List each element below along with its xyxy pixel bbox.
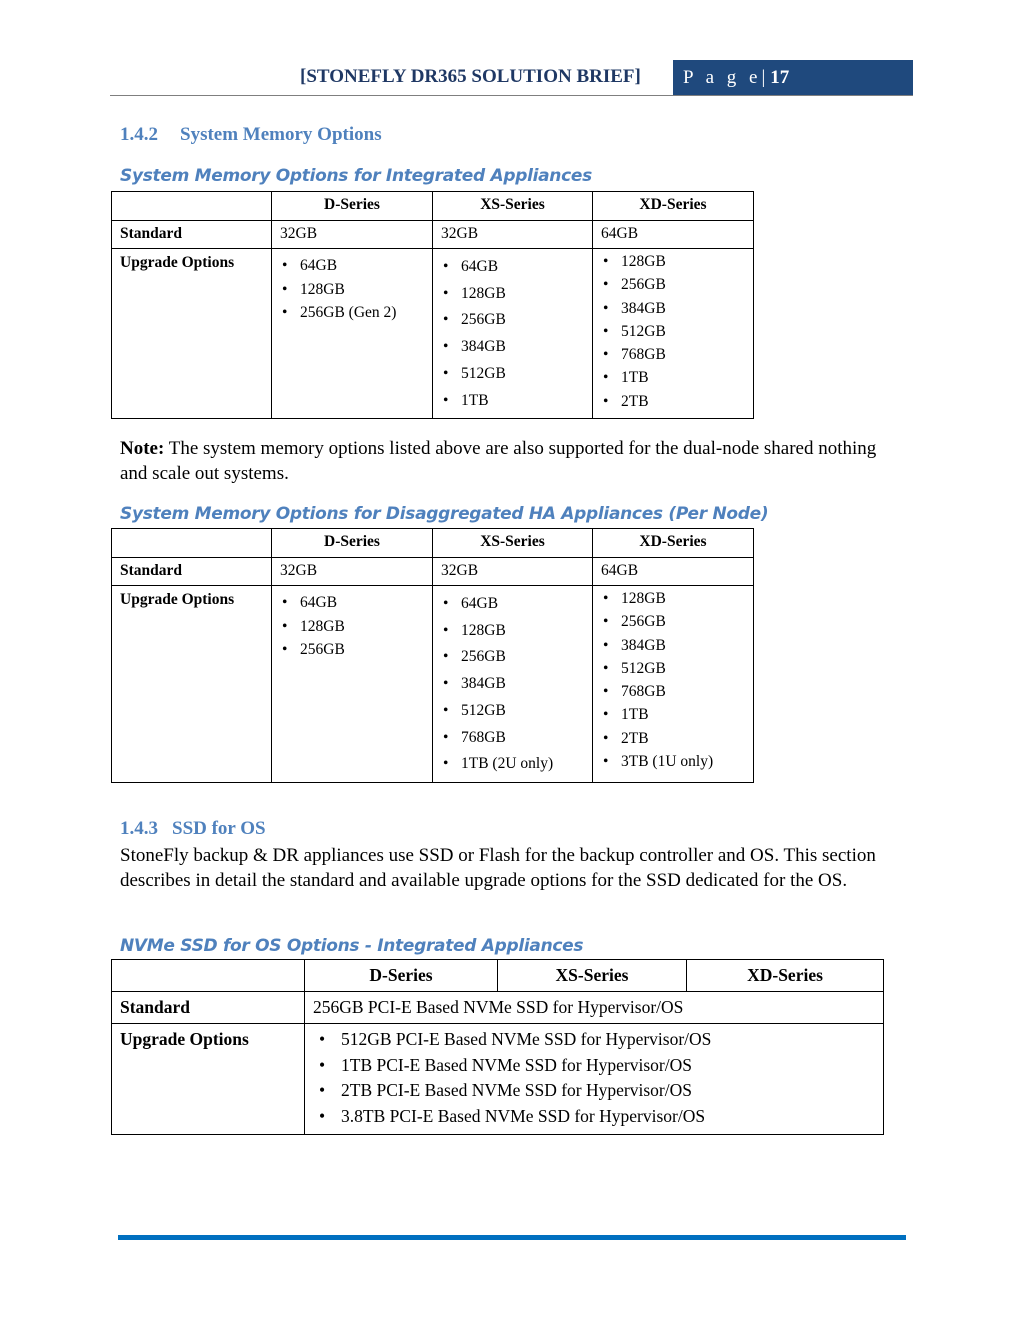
table-caption-integrated: System Memory Options for Integrated Appliances: [120, 166, 592, 186]
header-cell-xd-series: XD-Series: [687, 960, 884, 992]
page-number-box: [673, 60, 913, 95]
ssd-description-paragraph: StoneFly backup & DR appliances use SSD or Flash for the backup controller and OS. This section describes in detail the standard and available upgrade options for the SSD dedicated for the OS.: [120, 845, 876, 891]
list-item: • 384GB: [601, 297, 745, 320]
list-item: • 2TB PCI-E Based NVMe SSD for Hypervisor/OS: [313, 1078, 875, 1104]
list-item: • 384GB: [441, 334, 584, 361]
table-header-row: [112, 960, 884, 992]
section-title: System Memory Options: [180, 124, 382, 145]
cell-upgrade-xs: [433, 249, 593, 419]
header-divider: [110, 95, 913, 96]
header-cell-d-series: D-Series: [305, 960, 498, 992]
list-item: • 1TB PCI-E Based NVMe SSD for Hypervisor/OS: [313, 1053, 875, 1079]
list-item: • 768GB: [601, 680, 745, 703]
list-item: • 768GB: [601, 343, 745, 366]
list-item: • 3TB (1U only): [601, 750, 745, 773]
cell-standard-xd: 64GB: [593, 221, 754, 249]
memory-table-integrated: [111, 191, 754, 419]
list-item: • 512GB: [441, 361, 584, 388]
row-label-standard: Standard: [112, 992, 305, 1024]
cell-upgrade-xd: [593, 249, 754, 419]
list-item: • 128GB: [280, 615, 424, 639]
table-row-standard: [112, 221, 754, 249]
memory-table-disaggregated: [111, 528, 754, 783]
section-number: 1.4.3: [120, 818, 158, 839]
table-row-upgrade: [112, 1024, 884, 1135]
upgrade-list-xs: [441, 254, 584, 414]
list-item: • 512GB: [601, 657, 745, 680]
cell-standard-xs: 32GB: [433, 221, 593, 249]
list-item: • 64GB: [441, 254, 584, 281]
table-row-standard: [112, 558, 754, 586]
upgrade-list-xd: [601, 587, 745, 773]
list-item: • 256GB: [601, 273, 745, 296]
header-cell-xs-series: XS-Series: [498, 960, 687, 992]
table-caption-disaggregated: System Memory Options for Disaggregated HA Appliances (Per Node): [120, 504, 769, 524]
header-cell-xs-series: XS-Series: [433, 192, 593, 221]
table-header-row: [112, 529, 754, 558]
table-header-row: [112, 192, 754, 221]
list-item: • 2TB: [601, 390, 745, 413]
row-label-upgrade: Upgrade Options: [112, 249, 272, 419]
list-item: • 1TB (2U only): [441, 751, 584, 778]
header-cell-xd-series: XD-Series: [593, 529, 754, 558]
cell-standard-xs: 32GB: [433, 558, 593, 586]
list-item: • 512GB PCI-E Based NVMe SSD for Hypervisor/OS: [313, 1027, 875, 1053]
section-heading-memory: [120, 124, 382, 146]
upgrade-list-d: [280, 254, 424, 325]
table-caption-nvme: NVMe SSD for OS Options - Integrated Appliances: [120, 936, 584, 956]
list-item: • 128GB: [601, 250, 745, 273]
cell-upgrade-d: [272, 249, 433, 419]
header-cell-empty: [112, 960, 305, 992]
nvme-ssd-table: [111, 959, 884, 1135]
upgrade-list-d: [280, 591, 424, 662]
list-item: • 128GB: [441, 281, 584, 308]
section-heading-ssd: [120, 818, 266, 840]
header-cell-xd-series: XD-Series: [593, 192, 754, 221]
section-number: 1.4.2: [120, 124, 158, 145]
list-item: • 1TB: [441, 388, 584, 415]
list-item: • 2TB: [601, 727, 745, 750]
cell-standard-d: 32GB: [272, 558, 433, 586]
list-item: • 256GB: [441, 644, 584, 671]
list-item: • 256GB: [441, 307, 584, 334]
row-label-upgrade: Upgrade Options: [112, 1024, 305, 1135]
list-item: • 3.8TB PCI-E Based NVMe SSD for Hypervisor/OS: [313, 1104, 875, 1130]
list-item: • 1TB: [601, 366, 745, 389]
table-row-upgrade: [112, 249, 754, 419]
cell-standard-all: 256GB PCI-E Based NVMe SSD for Hypervisor/OS: [305, 992, 884, 1024]
note-text: The system memory options listed above are also supported for the dual-node shared nothing and scale out systems.: [120, 438, 877, 484]
list-item: • 128GB: [280, 278, 424, 302]
table-row-upgrade: [112, 586, 754, 783]
list-item: • 256GB: [601, 610, 745, 633]
note-paragraph: [120, 436, 900, 486]
document-header-title: [STONEFLY DR365 SOLUTION BRIEF]: [300, 66, 641, 87]
header-cell-empty: [112, 192, 272, 221]
cell-upgrade-d: [272, 586, 433, 783]
upgrade-list-nvme: [313, 1027, 875, 1129]
page-label: P a g e: [683, 66, 762, 88]
list-item: • 512GB: [441, 698, 584, 725]
header-cell-xs-series: XS-Series: [433, 529, 593, 558]
list-item: • 64GB: [441, 591, 584, 618]
list-item: • 64GB: [280, 591, 424, 615]
upgrade-list-xd: [601, 250, 745, 413]
list-item: • 384GB: [601, 634, 745, 657]
section-title: SSD for OS: [172, 818, 266, 839]
cell-upgrade-all: [305, 1024, 884, 1135]
cell-standard-xd: 64GB: [593, 558, 754, 586]
table-row-standard: [112, 992, 884, 1024]
list-item: • 128GB: [441, 618, 584, 645]
list-item: • 1TB: [601, 703, 745, 726]
header-cell-d-series: D-Series: [272, 529, 433, 558]
cell-standard-d: 32GB: [272, 221, 433, 249]
page-number: 17: [770, 66, 790, 88]
upgrade-list-xs: [441, 591, 584, 778]
list-item: • 256GB (Gen 2): [280, 301, 424, 325]
list-item: • 512GB: [601, 320, 745, 343]
header-cell-empty: [112, 529, 272, 558]
cell-upgrade-xd: [593, 586, 754, 783]
row-label-standard: Standard: [112, 221, 272, 249]
cell-upgrade-xs: [433, 586, 593, 783]
row-label-upgrade: Upgrade Options: [112, 586, 272, 783]
list-item: • 384GB: [441, 671, 584, 698]
note-label: Note:: [120, 438, 165, 459]
list-item: • 128GB: [601, 587, 745, 610]
list-item: • 768GB: [441, 725, 584, 752]
header-cell-d-series: D-Series: [272, 192, 433, 221]
list-item: • 256GB: [280, 638, 424, 662]
footer-divider: [118, 1235, 906, 1240]
list-item: • 64GB: [280, 254, 424, 278]
page-separator: |: [761, 66, 766, 88]
row-label-standard: Standard: [112, 558, 272, 586]
